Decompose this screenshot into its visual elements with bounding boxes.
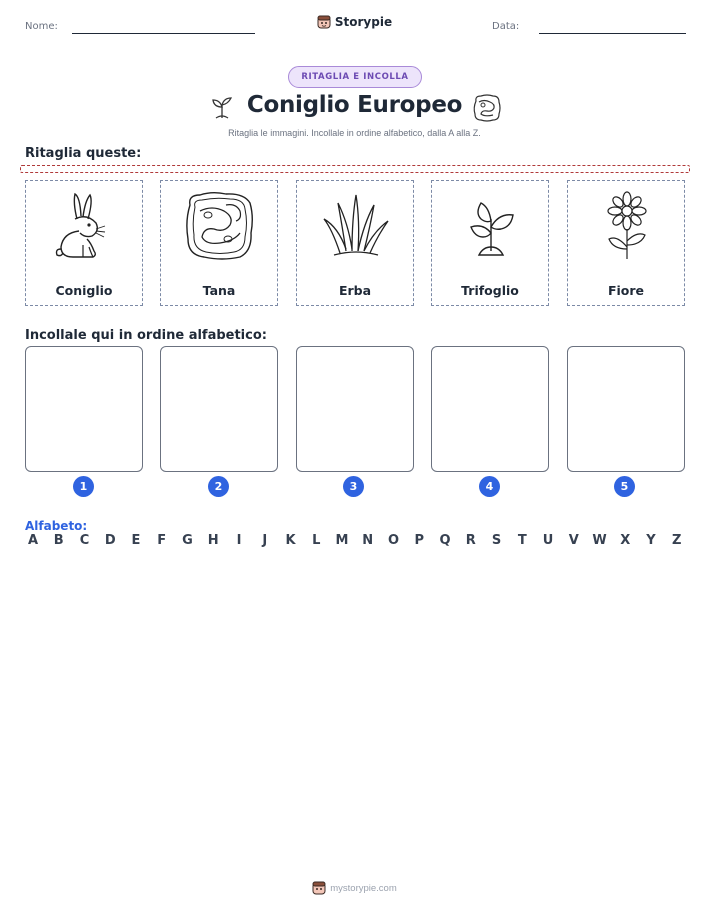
name-line xyxy=(72,33,255,34)
footer-site-link[interactable]: mystorypie.com xyxy=(330,882,397,894)
date-line xyxy=(539,33,686,34)
flower-icon xyxy=(589,189,665,265)
paste-section-heading: Incollale qui in ordine alfabetico: xyxy=(25,328,267,343)
paste-slot-3[interactable] xyxy=(296,346,414,472)
instructions: Ritaglia le immagini. Incollale in ordine alfabetico, dalla A alla Z. xyxy=(228,128,481,138)
paste-slot-4[interactable] xyxy=(431,346,549,472)
alphabet-letter: M xyxy=(335,533,349,548)
card-label: Erba xyxy=(338,283,372,298)
alphabet-letter: H xyxy=(207,533,219,548)
alphabet-letter: N xyxy=(362,533,374,548)
alphabet-letter: C xyxy=(79,533,90,548)
card-label: Trifoglio xyxy=(461,283,519,298)
rabbit-icon xyxy=(47,189,123,265)
worksheet-header xyxy=(0,14,709,40)
title-row xyxy=(0,91,709,125)
alphabet-letter: R xyxy=(465,533,476,548)
date-label: Data: xyxy=(492,21,520,32)
alphabet-letter: Z xyxy=(672,533,682,548)
paste-slot-2[interactable] xyxy=(160,346,278,472)
card-label: Fiore xyxy=(607,283,645,298)
alphabet-letter: G xyxy=(182,533,193,548)
alphabet-letter: Q xyxy=(439,533,451,548)
alphabet-letter: F xyxy=(157,533,167,548)
alphabet-letter: A xyxy=(27,533,39,548)
alphabet-letter: V xyxy=(568,533,579,548)
sprout-icon xyxy=(453,189,529,265)
storypie-mascot-icon xyxy=(312,881,326,895)
name-label: Nome: xyxy=(25,21,58,32)
alphabet-letter: L xyxy=(312,533,321,548)
alphabet-letter: T xyxy=(517,533,527,548)
cut-card-coniglio[interactable] xyxy=(25,180,143,306)
cut-card-erba[interactable] xyxy=(296,180,414,306)
alphabet-letter: U xyxy=(542,533,554,548)
alphabet-letter: O xyxy=(387,533,400,548)
alphabet-letter: E xyxy=(131,533,141,548)
slot-number-badge: 3 xyxy=(343,476,364,497)
paste-slot-5[interactable] xyxy=(567,346,685,472)
cut-section-heading: Ritaglia queste: xyxy=(25,146,142,161)
alphabet-letter: D xyxy=(104,533,116,548)
cut-card-fiore[interactable] xyxy=(567,180,685,306)
alphabet-letter: B xyxy=(53,533,64,548)
slot-number-badge: 2 xyxy=(208,476,229,497)
alphabet-letter: P xyxy=(414,533,425,548)
alphabet-letter: J xyxy=(262,533,268,548)
footer xyxy=(0,880,709,899)
page-title: Coniglio Europeo xyxy=(246,92,463,118)
alphabet-letter: I xyxy=(236,533,242,548)
slot-number-badge: 1 xyxy=(73,476,94,497)
card-label: Tana xyxy=(202,283,236,298)
alphabet-letter: Y xyxy=(646,533,656,548)
alphabet-letter: K xyxy=(285,533,296,548)
storypie-mascot-icon xyxy=(317,15,331,29)
brand-name: Storypie xyxy=(334,15,393,29)
alphabet-letter: X xyxy=(620,533,631,548)
paste-slot-1[interactable] xyxy=(25,346,143,472)
grass-icon xyxy=(318,189,394,265)
alphabet-label: Alfabeto: xyxy=(25,519,88,533)
alphabet-letter: S xyxy=(491,533,502,548)
cut-card-tana[interactable] xyxy=(160,180,278,306)
alphabet-row xyxy=(25,533,685,548)
slot-number-badge: 4 xyxy=(479,476,500,497)
cut-line xyxy=(20,165,690,173)
burrow-icon xyxy=(182,189,258,265)
activity-tag: RITAGLIA E INCOLLA xyxy=(288,66,422,88)
card-label: Coniglio xyxy=(55,283,113,298)
cut-card-trifoglio[interactable] xyxy=(431,180,549,306)
burrow-icon xyxy=(472,93,502,123)
brand-logo xyxy=(0,14,709,33)
alphabet-letter: W xyxy=(592,533,607,548)
slot-number-badge: 5 xyxy=(614,476,635,497)
